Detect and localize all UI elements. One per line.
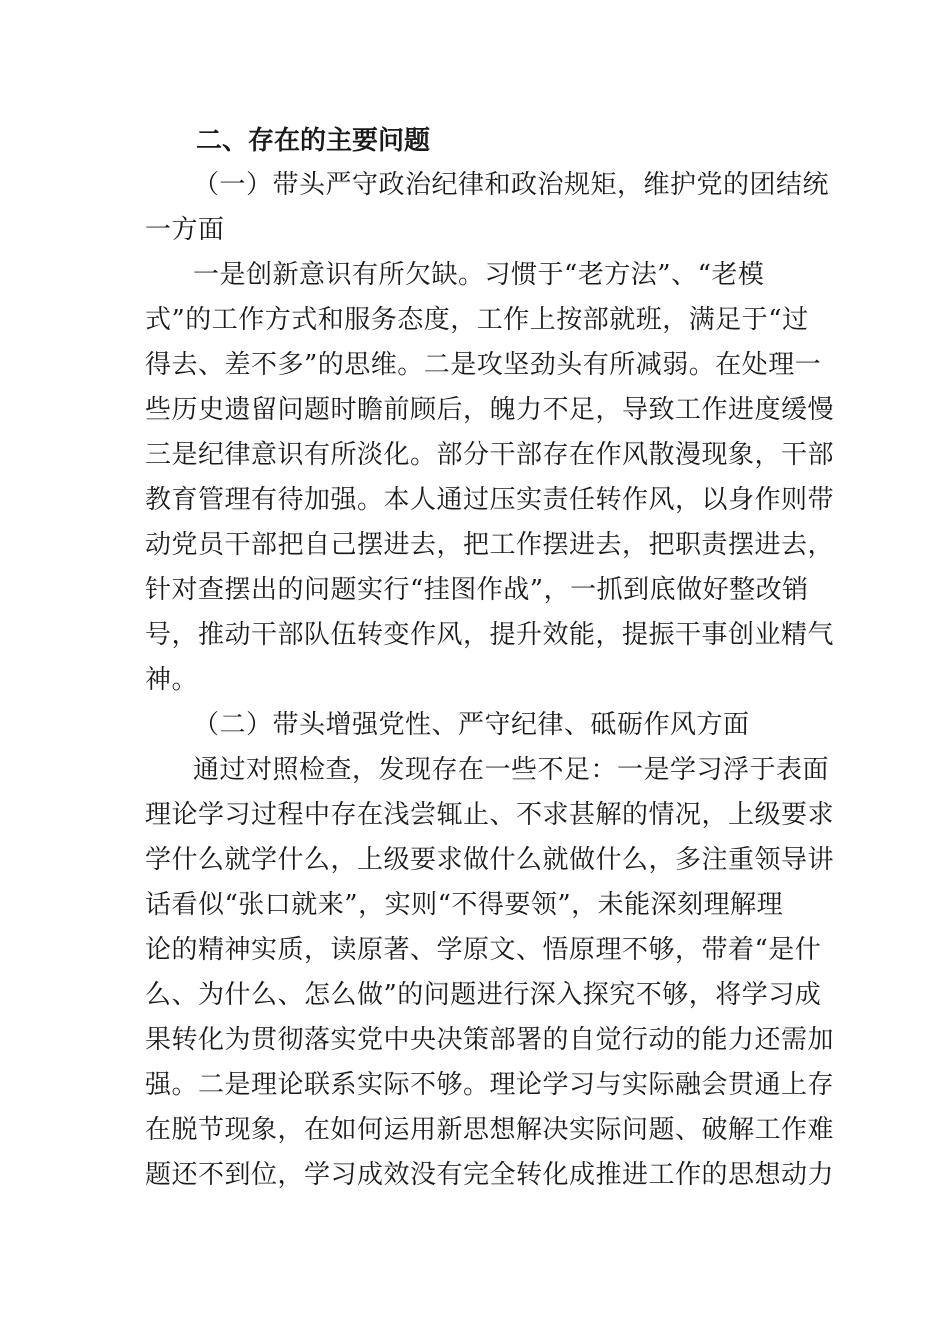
paragraph-2-line-7: 果转化为贯彻落实党中央决策部署的自觉行动的能力还需加 [145,1025,835,1055]
paragraph-1-line-7: 动党员干部把自己摆进去，把工作摆进去，把职责摆进去， [145,530,835,560]
paragraph-1-line-4: 些历史遗留问题时瞻前顾后，魄力不足，导致工作进度缓慢 [145,395,835,425]
paragraph-1-line-3: 得去、差不多”的思维。二是攻坚劲头有所减弱。在处理一 [145,350,822,380]
paragraph-2-line-10: 题还不到位，学习成效没有完全转化成推进工作的思想动力 [145,1160,835,1190]
paragraph-2-line-5: 论的精神实质，读原著、学原文、悟原理不够，带着“是什 [145,935,822,965]
paragraph-1-line-9: 号，推动干部队伍转变作风，提升效能，提振干事创业精气 [145,620,835,650]
paragraph-2-line-3: 学什么就学什么，上级要求做什么就做什么，多注重领导讲 [145,845,835,875]
section-2-title: （二）带头增强党性、严守纪律、砥砺作风方面 [193,710,750,740]
paragraph-1-line-8: 针对查摆出的问题实行“挂图作战”，一抓到底做好整改销 [145,575,809,605]
section-1-title-line-2: 一方面 [145,215,225,245]
paragraph-2-line-8: 强。二是理论联系实际不够。理论学习与实际融会贯通上存 [145,1070,835,1100]
paragraph-2-line-9: 在脱节现象，在如何运用新思想解决实际问题、破解工作难 [145,1115,835,1145]
paragraph-2-line-1: 通过对照检查，发现存在一些不足：一是学习浮于表面 [193,755,830,785]
section-1 [145,163,835,1198]
paragraph-1-line-2: 式”的工作方式和服务态度，工作上按部就班，满足于“过 [145,305,809,335]
paragraph-2-line-2: 理论学习过程中存在浅尝辄止、不求甚解的情况，上级要求 [145,800,835,830]
section-1-title-line-1: （一）带头严守政治纪律和政治规矩，维护党的团结统 [193,170,830,200]
paragraph-1-line-5: 三是纪律意识有所淡化。部分干部存在作风散漫现象，干部 [145,440,835,470]
paragraph-1-line-1: 一是创新意识有所欠缺。习惯于“老方法”、“老模 [193,260,765,290]
paragraph-2-line-4: 话看似“张口就来”，实则“不得要领”，未能深刻理解理 [145,890,784,920]
paragraph-1-line-6: 教育管理有待加强。本人通过压实责任转作风，以身作则带 [145,485,835,515]
main-heading: 二、存在的主要问题 [196,126,431,156]
paragraph-1-line-10: 神。 [145,665,199,695]
paragraph-2-line-6: 么、为什么、怎么做”的问题进行深入探究不够，将学习成 [145,980,822,1010]
